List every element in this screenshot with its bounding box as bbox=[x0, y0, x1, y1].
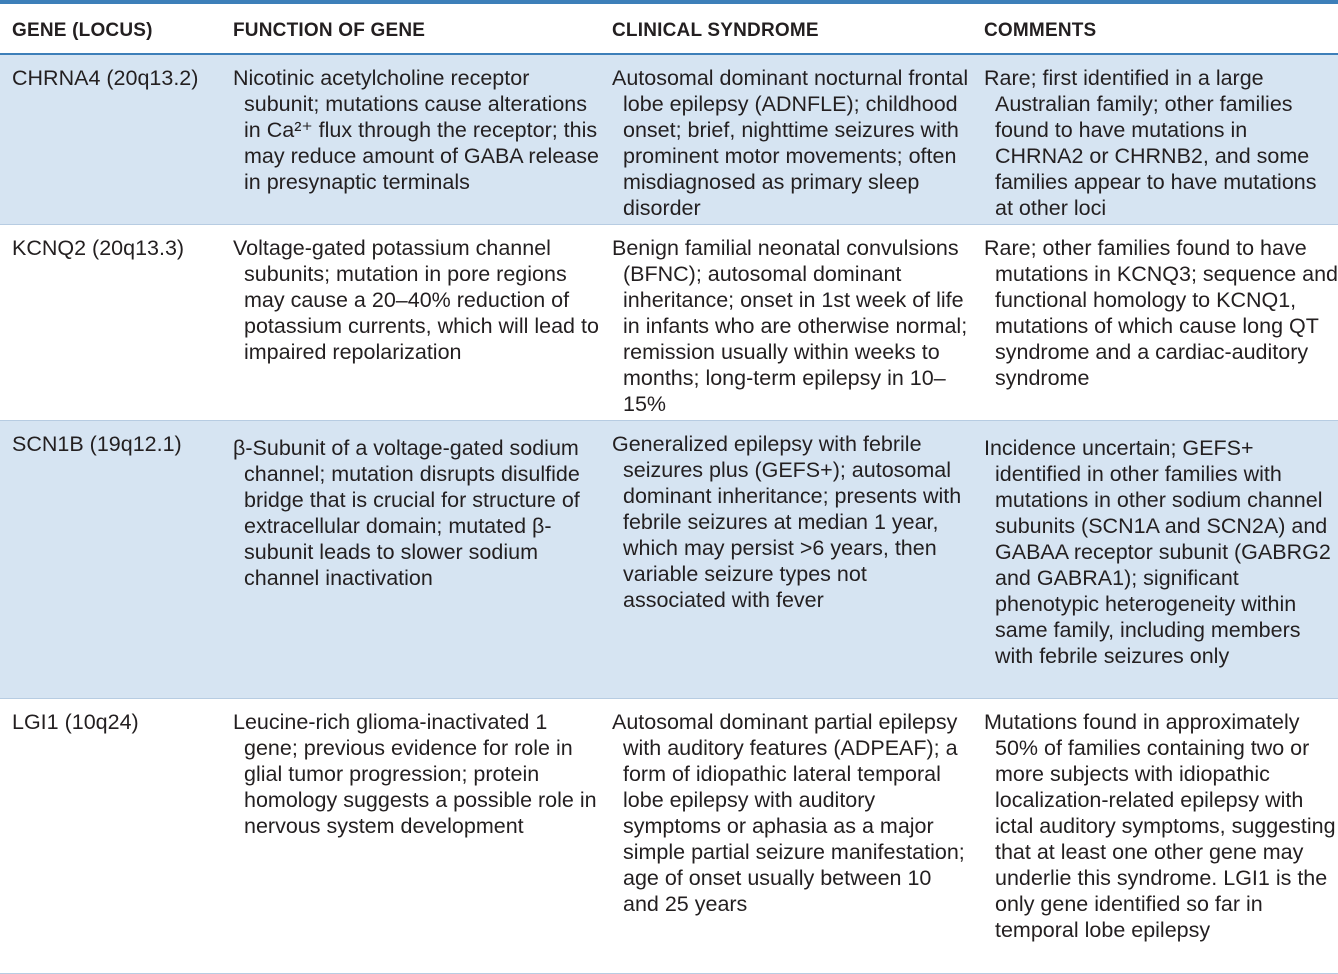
comments-text: Rare; other families found to have mutations in KCNQ3; sequence and functional homology to KCNQ1, mutations of which cause long QT syndrome and a cardiac-auditory syndrome bbox=[984, 236, 1338, 390]
header-function: FUNCTION OF GENE bbox=[233, 20, 426, 41]
function-cell bbox=[219, 421, 599, 698]
gene-cell bbox=[0, 421, 219, 698]
comments-text: Incidence uncertain; GEFS+ identified in other families with mutations in other sodium channel subunits (SCN1A and SCN2A) and GABAA receptor subunit (GABRG2 and GABRA1); significant phenotypic heterogeneity within same family, including members with febrile seizures only bbox=[984, 436, 1331, 668]
gene-text: CHRNA4 (20q13.2) bbox=[12, 66, 199, 90]
gene-cell bbox=[0, 225, 219, 420]
syndrome-cell bbox=[599, 225, 971, 420]
syndrome-text: Benign familial neonatal convulsions (BFNC); autosomal dominant inheritance; onset in 1st week of life in infants who are otherwise normal; remission usually within weeks to months; long-term epilepsy in 10–15% bbox=[612, 236, 968, 416]
gene-text: KCNQ2 (20q13.3) bbox=[12, 236, 185, 260]
function-text: Nicotinic acetylcholine receptor subunit; mutations cause alterations in Ca²⁺ flux through the receptor; this may reduce amount of GABA release in presynaptic terminals bbox=[233, 66, 599, 194]
gene-cell bbox=[0, 699, 219, 973]
syndrome-text: Autosomal dominant nocturnal frontal lobe epilepsy (ADNFLE); childhood onset; brief, nighttime seizures with prominent motor movements; often misdiagnosed as primary sleep disorder bbox=[612, 66, 969, 220]
syndrome-cell bbox=[599, 55, 971, 224]
gene-cell bbox=[0, 55, 219, 224]
function-cell bbox=[219, 55, 599, 224]
function-cell bbox=[219, 225, 599, 420]
header-syndrome: CLINICAL SYNDROME bbox=[612, 20, 819, 41]
syndrome-text: Autosomal dominant partial epilepsy with auditory features (ADPEAF); a form of idiopathic lateral temporal lobe epilepsy with auditory symptoms or aphasia as a major simple partial seizure manifestation; age of onset usually between 10 and 25 years bbox=[612, 710, 965, 916]
header-comments: COMMENTS bbox=[984, 20, 1097, 41]
function-text: β-Subunit of a voltage-gated sodium channel; mutation disrupts disulfide bridge that is crucial for structure of extracellular domain; mutated β-subunit leads to slower sodium channel inactivation bbox=[233, 436, 580, 590]
comments-cell bbox=[971, 55, 1338, 224]
comments-cell bbox=[971, 421, 1338, 698]
function-cell bbox=[219, 699, 599, 973]
comments-cell bbox=[971, 225, 1338, 420]
table-header bbox=[0, 4, 1338, 55]
table-row bbox=[0, 699, 1338, 974]
function-text: Voltage-gated potassium channel subunits; mutation in pore regions may cause a 20–40% reduction of potassium currents, which will lead to impaired repolarization bbox=[233, 236, 599, 364]
comments-text: Rare; first identified in a large Australian family; other families found to have mutations in CHRNA2 or CHRNB2, and some families appear to have mutations at other loci bbox=[984, 66, 1317, 220]
syndrome-text: Generalized epilepsy with febrile seizures plus (GEFS+); autosomal dominant inheritance; presents with febrile seizures at median 1 year, which may persist >6 years, then variable seizure types not associated with fever bbox=[612, 432, 962, 612]
gene-text: LGI1 (10q24) bbox=[12, 710, 139, 734]
table-row bbox=[0, 55, 1338, 225]
syndrome-cell bbox=[599, 699, 971, 973]
comments-text: Mutations found in approximately 50% of families containing two or more subjects with idiopathic localization-related epilepsy with ictal auditory symptoms, suggesting that at least one other gene may underlie this syndrome. LGI1 is the only gene identified so far in temporal lobe epilepsy bbox=[984, 710, 1336, 942]
gene-text: SCN1B (19q12.1) bbox=[12, 432, 182, 456]
table-row bbox=[0, 225, 1338, 421]
syndrome-cell bbox=[599, 421, 971, 698]
header-gene: GENE (LOCUS) bbox=[12, 20, 153, 41]
function-text: Leucine-rich glioma-inactivated 1 gene; previous evidence for role in glial tumor progression; protein homology suggests a possible role in nervous system development bbox=[233, 710, 597, 838]
comments-cell bbox=[971, 699, 1338, 973]
table-row bbox=[0, 421, 1338, 699]
